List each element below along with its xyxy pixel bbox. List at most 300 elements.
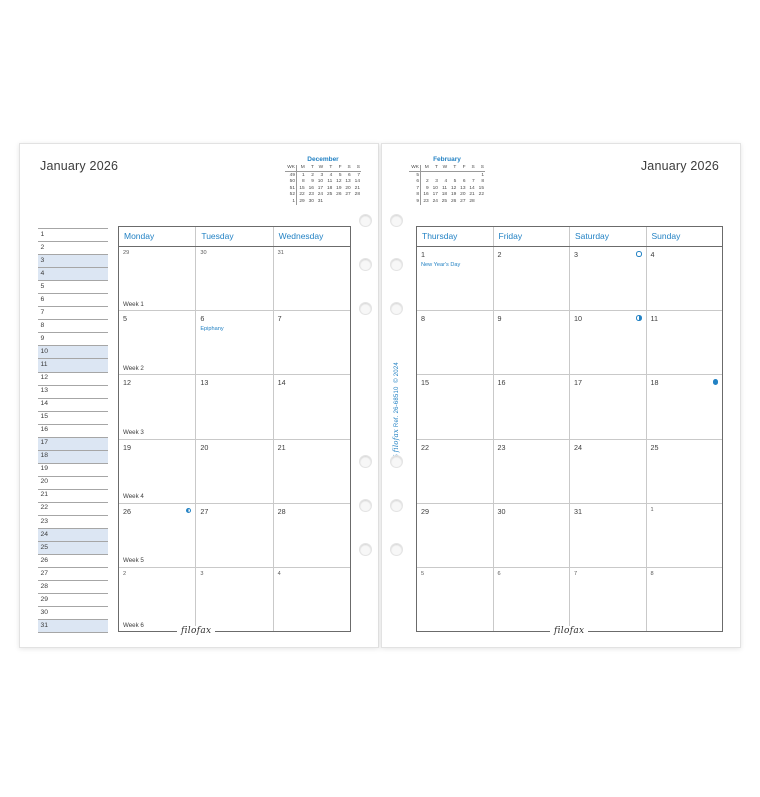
day-cell [647,568,723,631]
week-grid-thu-sun [416,226,723,632]
date-number: 10 [574,314,582,324]
day-cell [274,568,350,631]
week-row [119,311,350,375]
week-number-label: Week 2 [123,364,144,372]
left-page [19,143,379,648]
mini-calendar-day: 3 [320,172,324,178]
mini-calendar-day: 10 [317,179,324,185]
day-list-row [38,242,108,255]
mini-calendar-weeknum: 1 [285,198,297,205]
day-list-row [38,399,108,412]
day-list-row [38,555,108,568]
mini-calendar-day: 26 [450,198,457,204]
day-cell [647,311,723,374]
date-number: 6 [200,314,205,324]
day-cell [647,247,723,310]
mini-calendar-day: 16 [423,192,429,198]
day-list-number: 31 [40,621,49,629]
date-number: 15 [421,378,429,388]
day-list-number: 4 [40,269,45,277]
date-number: 13 [200,378,209,388]
week-row [119,375,350,439]
day-cell [274,247,350,310]
date-number: 25 [650,442,659,452]
date-number: 31 [574,506,582,516]
date-number: 3 [574,250,578,259]
day-header-row [417,227,722,247]
binder-hole [390,214,403,227]
mini-calendar-day: 1 [481,172,484,178]
day-cell [119,504,196,567]
mini-calendar-day: 20 [460,192,466,198]
copyright: © 2024 [394,362,400,383]
day-list-number: 6 [40,295,45,303]
day-list-number: 14 [40,400,49,408]
day-list-number: 29 [40,595,49,603]
day-list-number: 2 [40,243,45,251]
mini-calendar-day: 23 [308,192,314,198]
mini-calendar-dow: S [343,165,352,172]
day-cell [647,504,723,567]
mini-calendar-day: 12 [336,179,342,185]
week-number-label: Week 4 [123,493,144,501]
mini-calendar-day: 24 [432,198,438,204]
date-number: 5 [123,314,127,324]
day-list-number: 28 [40,582,49,590]
mini-calendar-day [352,198,361,205]
mini-calendar-weeknum: 5 [409,172,421,179]
date-number: 14 [277,378,286,388]
filofax-script: filofax [392,428,400,453]
mini-calendar-day: 27 [460,198,466,204]
mini-calendar-day: 11 [442,185,448,191]
mini-calendar-day: 16 [308,185,314,191]
day-cell [196,247,273,310]
mini-calendar-day: 6 [348,172,351,178]
binder-hole [390,302,403,315]
mini-calendar-day [421,172,430,179]
mini-calendar-dow: T [324,165,333,172]
day-header: Thursday [417,227,494,246]
day-list-number: 15 [40,413,49,421]
mini-calendar-dow: WK [285,165,297,172]
mini-calendar-dow: F [457,165,466,172]
day-list-row [38,281,108,294]
day-cell [647,440,723,503]
date-number: 4 [650,250,655,259]
mini-calendar-day [476,198,485,205]
date-number: 2 [497,250,502,259]
date-number: 12 [123,378,131,388]
day-cell [196,504,273,567]
product-ref-text [392,362,400,462]
week-row [119,440,350,504]
day-list-number: 12 [40,374,49,382]
mini-calendar-dow: T [430,165,439,172]
mini-calendar-dow: WK [409,165,421,172]
day-list-row [38,359,108,372]
mini-calendar-day: 27 [345,192,351,198]
mini-calendar-day: 24 [317,192,324,198]
mini-calendar-december [285,156,361,205]
day-list-row [38,594,108,607]
mini-calendar-day [324,198,333,205]
date-number: 20 [200,442,209,452]
mini-calendar-day: 13 [460,185,466,191]
mini-calendar-dow: S [467,165,476,172]
mini-calendar-day: 11 [327,179,333,185]
mini-calendar-dow: M [421,165,430,172]
date-number: 7 [277,314,282,324]
mini-calendar-day: 13 [345,179,351,185]
day-list-number: 20 [40,478,49,486]
day-list-row [38,412,108,425]
date-number: 19 [123,442,131,452]
date-number: 28 [277,506,286,516]
day-cell [417,247,494,310]
week-row [417,247,722,311]
day-list-number: 27 [40,569,49,577]
mini-calendar-day [467,172,476,179]
day-list-number: 10 [40,347,49,355]
day-list-number: 13 [40,387,49,395]
binder-hole [390,258,403,271]
mini-calendar-february [409,156,485,205]
day-list-number: 16 [40,426,49,434]
mini-calendar-day: 17 [432,192,438,198]
date-number: 26 [123,506,131,516]
mini-calendar-day: 4 [329,172,333,178]
mini-calendar-day: 23 [423,198,429,204]
mini-calendar-dow: T [448,165,457,172]
day-list-row [38,425,108,438]
binder-hole [359,543,372,556]
day-list-number: 9 [40,334,45,342]
week-number-label: Week 6 [123,621,144,629]
date-number: 24 [574,442,582,452]
page-title: January 2026 [40,159,119,173]
mini-calendar-day [448,172,457,179]
mini-calendar-day: 9 [426,185,429,191]
day-cell [417,504,494,567]
day-cell [196,375,273,438]
day-list-number: 25 [40,543,49,551]
page-title: January 2026 [640,159,719,173]
day-list-number: 26 [40,556,49,564]
mini-calendar-day: 25 [441,198,448,204]
date-number: 6 [497,570,501,577]
day-list-number: 8 [40,321,45,329]
day-header: Tuesday [196,227,273,246]
binder-hole [359,455,372,468]
date-number: 3 [200,570,204,577]
day-list-row [38,568,108,581]
mini-calendar-weeknum: 52 [285,192,297,199]
mini-calendar-title: February [433,156,461,163]
day-cell [417,311,494,374]
day-cell [570,247,647,310]
mini-calendar-weeknum: 7 [409,185,421,192]
day-list-number: 24 [40,530,49,538]
mini-calendar-day: 28 [354,192,360,198]
day-cell [570,568,647,631]
filofax-logo: filofax [550,626,588,636]
mini-calendar-day [430,172,439,179]
mini-calendar-weeknum: 9 [409,198,421,205]
day-list-row [38,373,108,386]
day-list-number: 21 [40,491,49,499]
full-moon-icon [636,251,642,257]
day-cell [119,568,196,631]
day-list [38,228,108,633]
week-row [417,375,722,439]
binder-hole [359,258,372,271]
date-number: 1 [421,250,425,259]
week-row [119,504,350,568]
date-number: 16 [497,378,506,388]
day-cell [274,375,350,438]
day-list-row [38,255,108,268]
mini-calendar-day [333,198,342,205]
mini-calendar-day: 15 [299,185,305,191]
day-list-number: 30 [40,608,49,616]
mini-calendar-day: 17 [317,185,324,191]
mini-calendar-day: 7 [472,179,475,185]
mini-calendar-table [409,165,485,205]
day-list-row [38,294,108,307]
mini-calendar-day: 31 [317,198,324,204]
mini-calendar-weeknum: 8 [409,192,421,199]
date-number: 11 [650,314,658,324]
day-header: Saturday [570,227,647,246]
date-number: 9 [497,314,502,324]
mini-calendar-day: 21 [354,185,360,191]
day-list-row [38,529,108,542]
week-number-label: Week 1 [123,300,144,308]
mini-calendar-day: 18 [441,192,448,198]
mini-calendar-day: 14 [354,179,360,185]
day-cell [494,247,571,310]
binder-hole [359,302,372,315]
binder-hole [390,543,403,556]
week-row [417,504,722,568]
mini-calendar-day: 20 [345,185,351,191]
mini-calendar-day [343,198,352,205]
week-row [417,440,722,504]
day-list-number: 5 [40,282,45,290]
day-cell [119,375,196,438]
date-number: 30 [497,506,506,516]
day-cell [570,504,647,567]
day-list-row [38,464,108,477]
week-row [119,568,350,631]
day-header: Friday [494,227,571,246]
day-list-row [38,581,108,594]
date-number: 29 [123,250,130,256]
week-number-label: Week 3 [123,429,144,437]
mini-calendar-dow: S [352,165,361,172]
day-list-row [38,620,108,633]
mini-calendar-dow: S [476,165,485,172]
mini-calendar-day: 21 [469,192,475,198]
week-row [119,247,350,311]
mini-calendar-day: 18 [326,185,333,191]
mini-calendar-day: 28 [469,198,475,204]
day-cell [417,568,494,631]
date-number: 1 [650,506,654,513]
date-number: 4 [277,570,281,577]
mini-calendar-day: 3 [435,179,438,185]
mini-calendar-day: 8 [302,179,305,185]
day-list-number: 7 [40,308,45,316]
date-number: 27 [200,506,209,516]
date-number: 17 [574,378,582,388]
day-list-number: 18 [40,452,49,460]
day-cell [274,504,350,567]
week-row [417,311,722,375]
day-list-row [38,307,108,320]
mini-calendar-day [457,172,466,179]
day-list-row [38,503,108,516]
mini-calendar-day: 22 [299,192,305,198]
mini-calendar-table [285,165,361,205]
day-cell [196,440,273,503]
binder-hole [390,455,403,468]
mini-calendar-day: 14 [469,185,475,191]
mini-calendar-day: 12 [450,185,457,191]
day-cell [494,504,571,567]
mini-calendar-day: 6 [462,179,466,185]
mini-calendar-day: 4 [444,179,448,185]
binder-hole [359,499,372,512]
day-cell [494,311,571,374]
day-list-row [38,438,108,451]
mini-calendar-day: 7 [357,172,360,178]
mini-calendar-dow: T [306,165,315,172]
mini-calendar-day: 9 [311,179,314,185]
day-cell [494,375,571,438]
mini-calendar-day: 2 [311,172,314,178]
day-list-row [38,320,108,333]
day-list-number: 17 [40,439,49,447]
right-page [381,143,741,648]
week-row [417,568,722,631]
date-number: 5 [421,570,425,577]
date-number: 18 [650,378,659,388]
day-list-number: 19 [40,465,49,473]
day-cell [494,440,571,503]
mini-calendar-weeknum: 50 [285,179,297,186]
day-cell [119,440,196,503]
mini-calendar-day: 19 [450,192,457,198]
day-list-row [38,268,108,281]
new-moon-icon [713,379,719,385]
mini-calendar-dow: W [315,165,324,172]
day-list-row [38,607,108,620]
mini-calendar-day: 22 [478,192,484,198]
week-number-label: Week 5 [123,557,144,565]
day-list-row [38,490,108,503]
day-cell [570,440,647,503]
day-cell [570,311,647,374]
day-header: Monday [119,227,196,246]
date-number: 22 [421,442,429,452]
day-list-number: 23 [40,517,49,525]
mini-calendar-dow: M [297,165,306,172]
mini-calendar-day: 10 [432,185,438,191]
mini-calendar-day: 25 [326,192,333,198]
day-cell [196,311,273,374]
day-cell [494,568,571,631]
date-number: 7 [574,570,578,577]
mini-calendar-day: 2 [426,179,429,185]
day-cell [119,247,196,310]
date-number: 23 [497,442,506,452]
day-list-row [38,386,108,399]
day-cell [570,375,647,438]
day-cell [196,568,273,631]
mini-calendar-day: 30 [308,198,314,204]
last-quarter-icon [636,315,642,321]
day-list-row [38,346,108,359]
mini-calendar-day: 1 [302,172,305,178]
day-list-row [38,333,108,346]
filofax-logo: filofax [177,626,215,636]
day-list-row [38,451,108,464]
date-number: 29 [421,506,429,516]
date-number: 8 [650,570,654,577]
day-header: Sunday [651,231,681,241]
mini-calendar-dow: F [333,165,342,172]
date-number: 8 [421,314,425,324]
day-list-row [38,477,108,490]
mini-calendar-day [439,172,448,179]
ref-number: Ref. 26-68510 [394,386,400,428]
date-number: 2 [123,570,127,577]
mini-calendar-weeknum: 51 [285,185,297,192]
day-header: Wednesday [278,231,324,241]
mini-calendar-dow: W [439,165,448,172]
day-list-row [38,516,108,529]
mini-calendar-title: December [307,156,339,163]
mini-calendar-day: 5 [338,172,342,178]
day-cell [647,375,723,438]
day-cell [274,311,350,374]
mini-calendar-day: 19 [336,185,342,191]
day-list-number: 3 [40,256,45,264]
day-header-row [119,227,350,247]
day-list-number: 1 [40,230,45,238]
day-cell [119,311,196,374]
day-cell [417,375,494,438]
holiday-label: New Year's Day [421,261,461,268]
mini-calendar-day: 5 [453,179,457,185]
date-number: 21 [277,442,286,452]
day-list-number: 11 [40,360,48,368]
mini-calendar-day: 29 [299,198,305,204]
mini-calendar-weeknum: 6 [409,179,421,186]
date-number: 31 [277,250,284,256]
holiday-label: Epiphany [200,325,224,332]
week-grid-mon-wed [118,226,351,632]
mini-calendar-day: 8 [481,179,484,185]
mini-calendar-weeknum: 49 [285,172,297,179]
mini-calendar-day: 26 [336,192,342,198]
day-list-row [38,542,108,555]
day-list-number: 22 [40,504,49,512]
day-cell [417,440,494,503]
date-number: 30 [200,250,207,256]
